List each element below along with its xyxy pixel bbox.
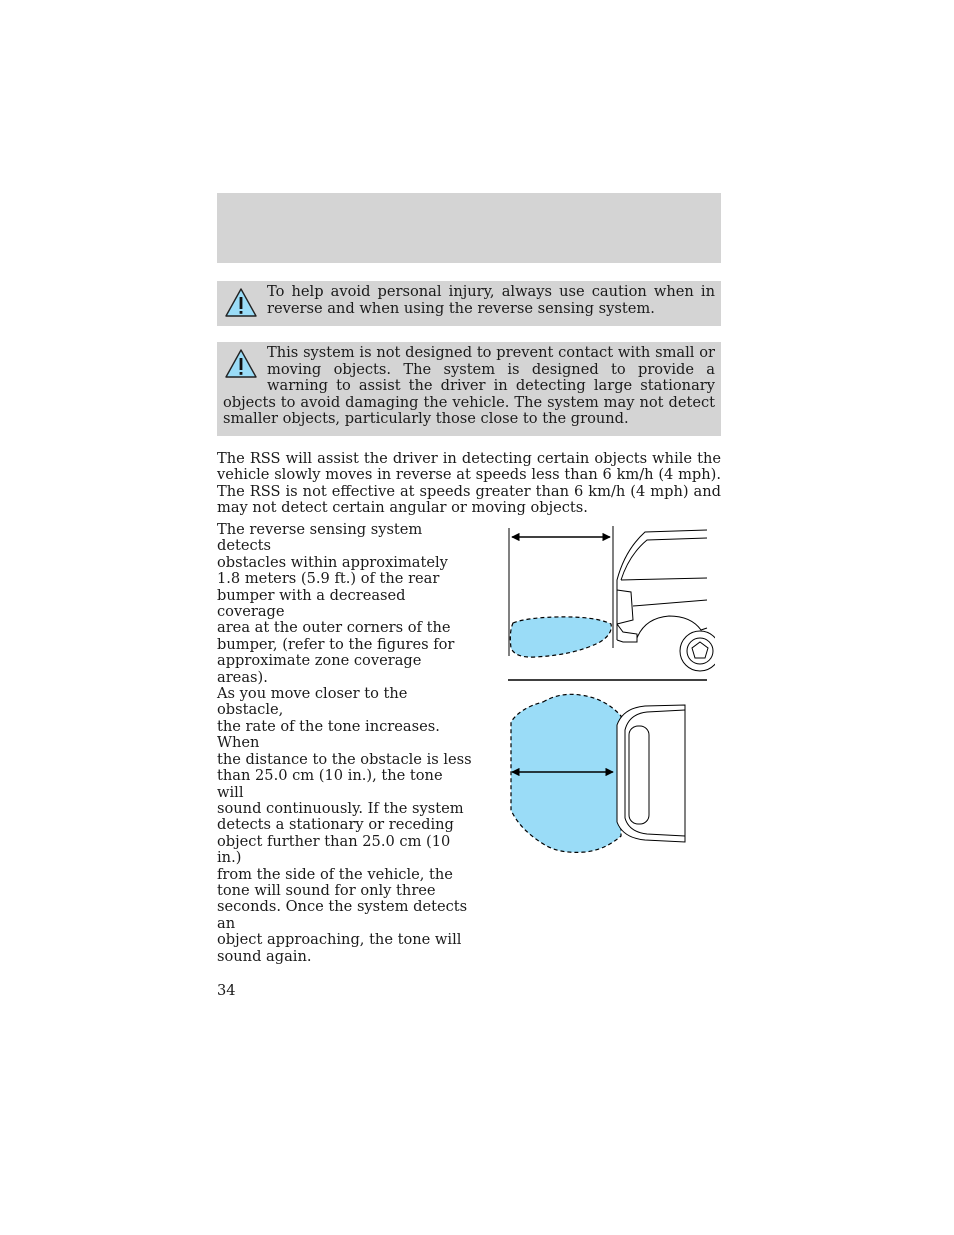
rear-sensing-zone xyxy=(510,617,611,657)
section-header-bar xyxy=(217,193,721,263)
side-view-figure xyxy=(508,526,715,680)
vehicle-rear-side-view xyxy=(617,530,715,671)
coverage-zone-figures xyxy=(505,520,715,860)
intro-paragraph: The RSS will assist the driver in detecting certain objects while the vehicle slowly moves in reverse at speeds less than 6 km/h (4 mph). The RSS is not effective at speeds greater than 6 km/h (4 mph) and may not detect certain angular or moving objects. xyxy=(217,450,721,517)
warning-text: This system is not designed to prevent contact with small or moving objects. The system is designed to provide a warning to assist the driver in detecting large stationary objects to avoid damaging the vehicle. The system may not detect smaller objects, particularly those close to the ground. xyxy=(223,344,715,428)
warning-box-limitations xyxy=(217,342,721,436)
coverage-description: The reverse sensing system detects obstacles within approximately 1.8 meters (5.9 ft.) of the rear bumper with a decreased coverage area at the outer corners of the bumper, (refer to the figures for approximate zone coverage areas). As you move closer to the obstacle, the rate of the tone increases. When the distance to the obstacle is less than 25.0 cm (10 in.), the tone will sound continuously. If the system detects a stationary or receding object further than 25.0 cm (10 in.) from the side of the vehicle, the tone will sound for only three seconds. Once the system detects an object approaching, the tone will sound again. xyxy=(217,521,472,965)
vehicle-top-view xyxy=(617,705,685,842)
top-sensing-zone xyxy=(511,694,621,852)
page-number: 34 xyxy=(217,982,236,999)
warning-triangle-icon xyxy=(223,286,259,320)
top-view-figure xyxy=(511,694,685,852)
warning-text: To help avoid personal injury, always use caution when in reverse and when using the reverse sensing system. xyxy=(267,283,715,317)
warning-box-injury xyxy=(217,281,721,326)
warning-triangle-icon xyxy=(223,347,259,381)
